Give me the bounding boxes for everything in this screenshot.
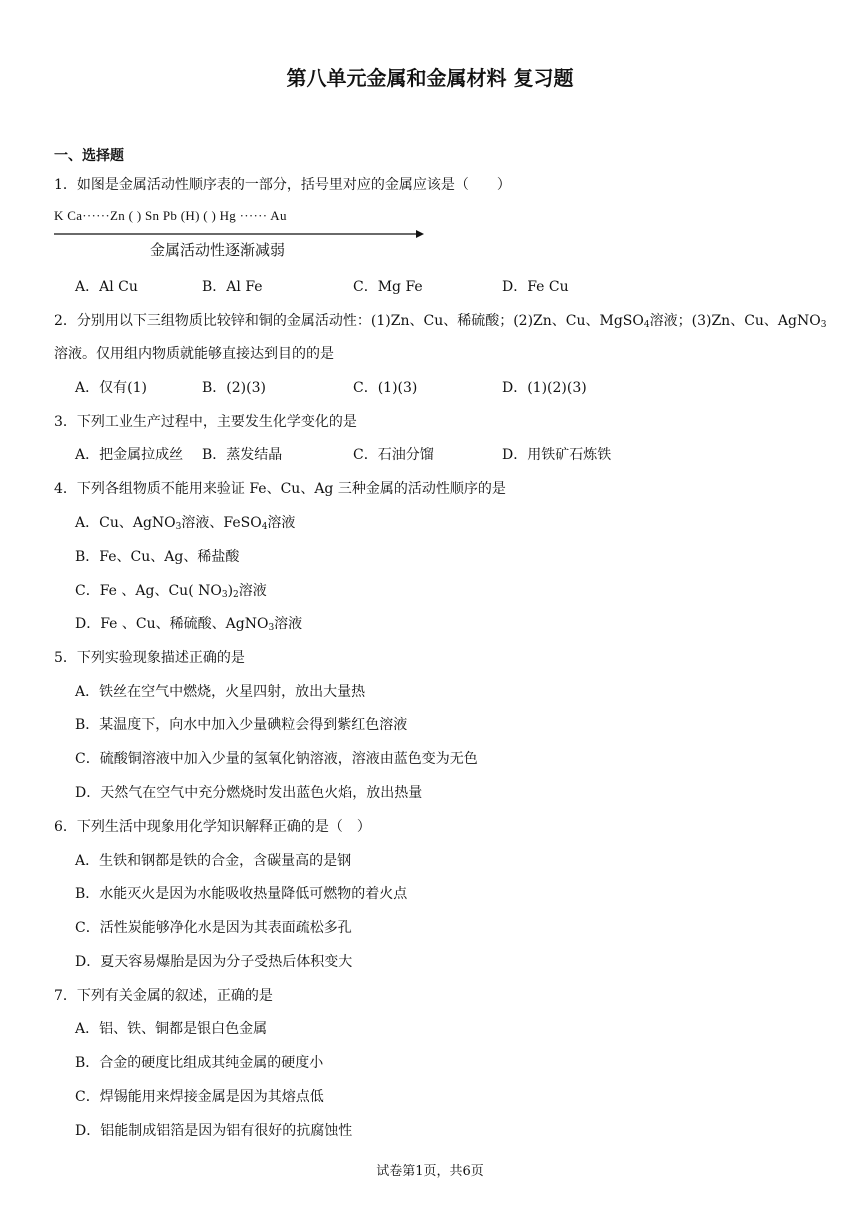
q3-option-c[interactable]: C．石油分馏 xyxy=(353,447,434,463)
section-heading: 一、选择题 xyxy=(54,148,124,164)
q7-option-b[interactable]: B．合金的硬度比组成其纯金属的硬度小 xyxy=(75,1055,324,1071)
q1-figure-arrow xyxy=(54,230,424,238)
q4-option-c[interactable]: C．Fe 、Ag、Cu( $NO_3)_2$溶液 xyxy=(75,583,267,600)
q1-option-b[interactable]: B．Al Fe xyxy=(202,279,263,295)
page-footer: 试卷第1页，共6页 xyxy=(376,1164,484,1179)
q1-stem: 1．如图是金属活动性顺序表的一部分，括号里对应的金属应该是（ ） xyxy=(54,177,511,193)
q2-option-a[interactable]: A．仅有(1) xyxy=(75,380,147,396)
q4-option-d[interactable]: D．Fe 、Cu、稀硫酸、AgNO$_3$溶液 xyxy=(75,616,303,633)
q5-option-c[interactable]: C．硫酸铜溶液中加入少量的氢氧化钠溶液，溶液由蓝色变为无色 xyxy=(75,751,478,767)
q5-option-a[interactable]: A．铁丝在空气中燃烧，火星四射，放出大量热 xyxy=(75,684,366,700)
q1-figure-series: K Ca······Zn ( ) Sn Pb (H) ( ) Hg ······ Au xyxy=(54,208,287,223)
q2-option-b[interactable]: B．(2)(3) xyxy=(202,380,266,396)
q7-option-a[interactable]: A．铝、铁、铜都是银白色金属 xyxy=(75,1021,268,1037)
q5-stem: 5．下列实验现象描述正确的是 xyxy=(54,650,245,666)
q3-option-a[interactable]: A．把金属拉成丝 xyxy=(75,447,184,463)
q7-option-d[interactable]: D．铝能制成铝箔是因为铝有很好的抗腐蚀性 xyxy=(75,1123,353,1139)
q1-option-d[interactable]: D．Fe Cu xyxy=(502,279,569,295)
q1-option-c[interactable]: C．Mg Fe xyxy=(353,279,423,295)
q1-figure-label: 金属活动性逐渐减弱 xyxy=(150,241,286,259)
q1-option-a[interactable]: A．Al Cu xyxy=(75,279,138,295)
q4-option-b[interactable]: B．Fe、Cu、Ag、稀盐酸 xyxy=(75,549,240,565)
q6-option-c[interactable]: C．活性炭能够净化水是因为其表面疏松多孔 xyxy=(75,920,352,936)
q3-option-b[interactable]: B．蒸发结晶 xyxy=(202,447,283,463)
q3-option-d[interactable]: D．用铁矿石炼铁 xyxy=(502,447,612,463)
q2-stem-line1: 2．分别用以下三组物质比较锌和铜的金属活动性：(1)Zn、Cu、稀硫酸；(2)Zn、Cu、MgSO$_4$溶液；(3)Zn、Cu、AgNO$_3$ xyxy=(54,313,827,330)
q5-option-d[interactable]: D．天然气在空气中充分燃烧时发出蓝色火焰，放出热量 xyxy=(75,785,423,801)
q6-stem: 6．下列生活中现象用化学知识解释正确的是（ ） xyxy=(54,819,371,835)
q4-stem: 4．下列各组物质不能用来验证 Fe、Cu、Ag 三种金属的活动性顺序的是 xyxy=(54,481,506,497)
q2-option-d[interactable]: D．(1)(2)(3) xyxy=(502,380,587,396)
q2-option-c[interactable]: C．(1)(3) xyxy=(353,380,418,396)
q6-option-d[interactable]: D．夏天容易爆胎是因为分子受热后体积变大 xyxy=(75,954,353,970)
q7-stem: 7．下列有关金属的叙述，正确的是 xyxy=(54,988,273,1004)
q3-stem: 3．下列工业生产过程中，主要发生化学变化的是 xyxy=(54,414,357,430)
q2-stem-line2: 溶液。仅用组内物质就能够直接达到目的的是 xyxy=(54,346,334,362)
q4-option-a[interactable]: A．Cu、AgNO$_3$溶液、FeSO$_4$溶液 xyxy=(75,515,296,532)
q6-option-b[interactable]: B．水能灭火是因为水能吸收热量降低可燃物的着火点 xyxy=(75,886,408,902)
q5-option-b[interactable]: B．某温度下，向水中加入少量碘粒会得到紫红色溶液 xyxy=(75,717,408,733)
q7-option-c[interactable]: C．焊锡能用来焊接金属是因为其熔点低 xyxy=(75,1089,324,1105)
q6-option-a[interactable]: A．生铁和钢都是铁的合金，含碳量高的是钢 xyxy=(75,853,352,869)
page-title: 第八单元金属和金属材料 复习题 xyxy=(286,66,574,90)
